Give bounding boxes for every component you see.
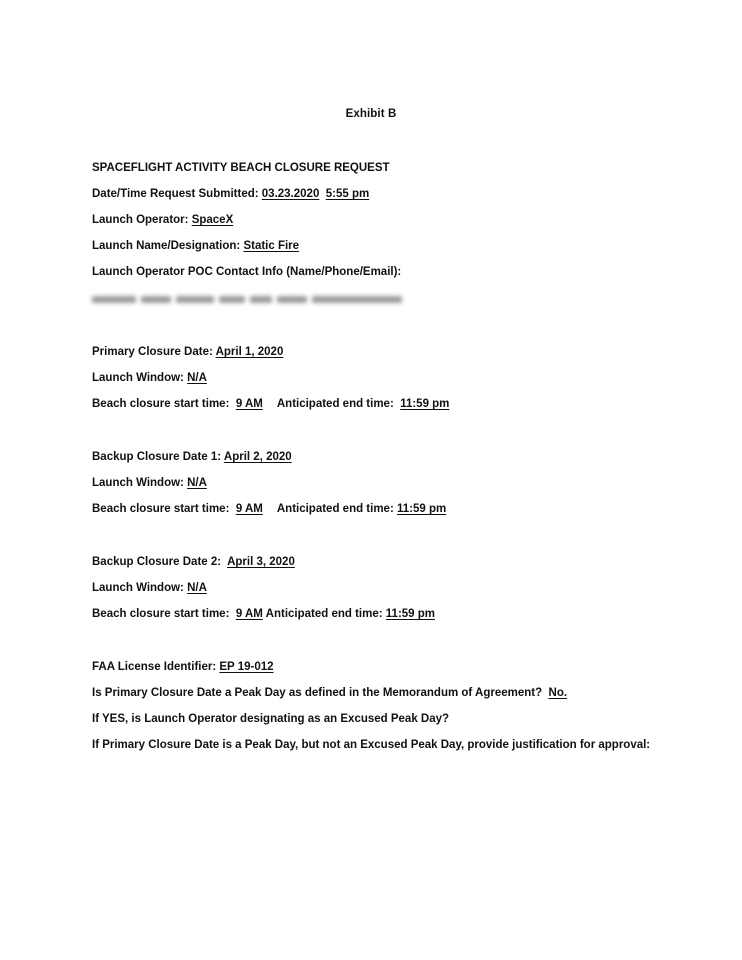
excused-question: If YES, is Launch Operator designating as an Excused Peak Day? (92, 713, 450, 725)
justification-question: If Primary Closure Date is a Peak Day, but not an Excused Peak Day, provide justification for approval: (92, 739, 651, 751)
faa-line (92, 660, 274, 674)
backup2-times-line (92, 607, 435, 621)
primary-start-label: Beach closure start time: (92, 398, 230, 410)
backup2-window-label: Launch Window: (92, 582, 184, 594)
designation-line (92, 239, 299, 253)
primary-end-label: Anticipated end time: (276, 398, 394, 410)
operator-line (92, 213, 233, 227)
operator-label: Launch Operator: (92, 214, 189, 226)
faa-label: FAA License Identifier: (92, 661, 217, 673)
primary-end-value: 11:59 pm (400, 398, 450, 410)
primary-window-label: Launch Window: (92, 372, 184, 384)
submitted-label: Date/Time Request Submitted: (92, 188, 259, 200)
primary-times-line (92, 397, 449, 411)
submitted-line (92, 187, 369, 201)
backup2-date-label: Backup Closure Date 2: (92, 556, 222, 568)
backup1-date-value: April 2, 2020 (223, 451, 292, 463)
backup1-times-line (92, 502, 446, 516)
primary-window-value: N/A (187, 372, 207, 384)
redacted-contact-info (92, 293, 414, 305)
peak-question-line (92, 686, 567, 700)
peak-question-label: Is Primary Closure Date a Peak Day as defined in the Memorandum of Agreement? (92, 687, 543, 699)
operator-value: SpaceX (191, 214, 234, 226)
backup2-date-value: April 3, 2020 (227, 556, 295, 568)
backup1-window-line (92, 476, 207, 490)
backup1-start-label: Beach closure start time: (92, 503, 230, 515)
primary-date-line (92, 345, 283, 359)
submitted-time: 5:55 pm (325, 188, 370, 200)
backup2-window-line (92, 581, 207, 595)
backup1-window-label: Launch Window: (92, 477, 184, 489)
backup2-date-line (92, 555, 295, 569)
backup2-start-label: Beach closure start time: (92, 608, 230, 620)
exhibit-title: Exhibit B (345, 108, 397, 120)
backup1-end-value: 11:59 pm (397, 503, 447, 515)
primary-date-label: Primary Closure Date: (92, 346, 213, 358)
backup1-end-label: Anticipated end time: (276, 503, 394, 515)
backup1-date-label: Backup Closure Date 1: (92, 451, 222, 463)
primary-date-value: April 1, 2020 (215, 346, 284, 358)
submitted-date: 03.23.2020 (261, 188, 320, 200)
primary-start-value: 9 AM (235, 398, 263, 410)
backup2-end-value: 11:59 pm (385, 608, 436, 620)
peak-question-value: No. (548, 687, 568, 699)
designation-value: Static Fire (243, 240, 300, 252)
backup1-date-line (92, 450, 292, 464)
primary-window-line (92, 371, 207, 385)
designation-label: Launch Name/Designation: (92, 240, 241, 252)
faa-value: EP 19-012 (219, 661, 274, 673)
backup1-window-value: N/A (187, 477, 207, 489)
backup2-end-label: Anticipated end time: (265, 608, 383, 620)
backup2-window-value: N/A (187, 582, 207, 594)
poc-label: Launch Operator POC Contact Info (Name/Phone/Email): (92, 266, 402, 278)
poc-line (92, 265, 401, 279)
request-title: SPACEFLIGHT ACTIVITY BEACH CLOSURE REQUEST (92, 162, 390, 174)
backup1-start-value: 9 AM (235, 503, 263, 515)
backup2-start-value: 9 AM (235, 608, 263, 620)
